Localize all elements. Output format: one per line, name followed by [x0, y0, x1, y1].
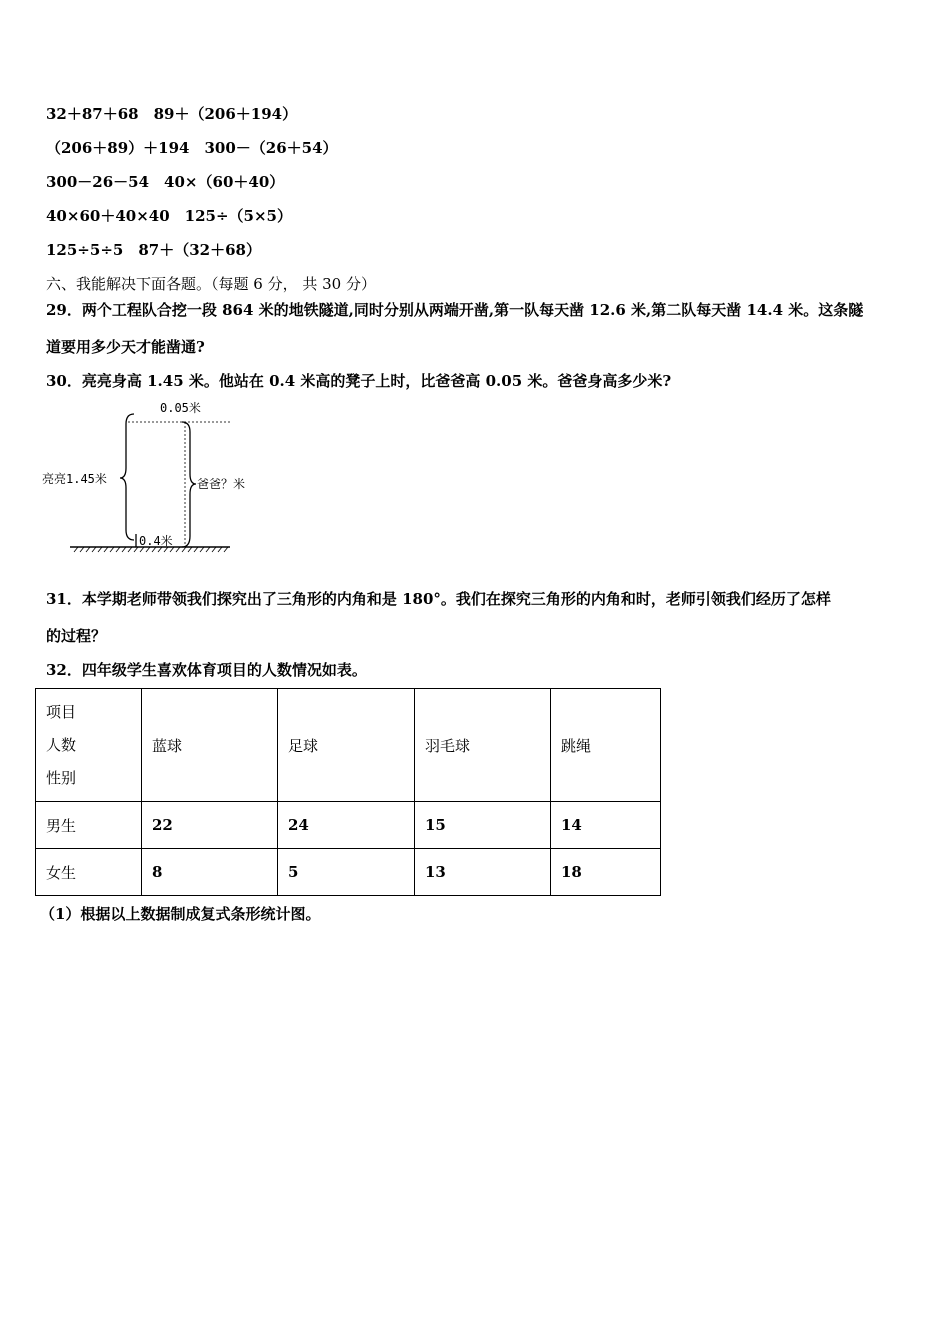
label-0-05: 0.05米 [160, 401, 201, 415]
cell: 8 [142, 849, 278, 896]
calc-line-1: 32＋87＋68 89＋（206＋194） [46, 105, 298, 123]
calc-line-5: 125÷5÷5 87＋（32＋68） [46, 241, 261, 259]
question-31-line-2: 的过程？ [46, 627, 107, 645]
table-row [36, 849, 661, 896]
corner-cell [36, 689, 142, 802]
question-29-line-2: 道要用多少天才能凿通? [46, 338, 205, 356]
header-badminton: 羽毛球 [415, 689, 551, 802]
calc-line-2: （206＋89）＋194 300－（26＋54） [46, 139, 338, 157]
cell: 15 [415, 802, 551, 849]
sports-table [35, 688, 661, 896]
cell: 14 [551, 802, 661, 849]
question-30: 30．亮亮身高 1.45 米。他站在 0.4 米高的凳子上时，比爸爸高 0.05 米。爸爸身高多少米? [46, 372, 672, 390]
corner-gender: 性别 [46, 768, 77, 787]
question-31-line-1: 31．本学期老师带领我们探究出了三角形的内角和是 180°。我们在探究三角形的内角和时，老师引领我们经历了怎样 [46, 590, 831, 608]
calc-line-4: 40×60＋40×40 125÷（5×5） [46, 207, 292, 225]
row-label-boys: 男生 [36, 802, 142, 849]
cell: 13 [415, 849, 551, 896]
cell: 5 [278, 849, 415, 896]
height-diagram [40, 396, 270, 558]
corner-count: 人数 [46, 735, 77, 754]
table-row [36, 802, 661, 849]
corner-item: 项目 [46, 702, 77, 721]
question-29-line-1: 29．两个工程队合挖一段 864 米的地铁隧道,同时分别从两端开凿,第一队每天凿 12.6 米,第二队每天凿 14.4 米。这条隧 [46, 301, 864, 319]
section-six-heading: 六、我能解决下面各题。（每题 6 分， 共 30 分） [46, 275, 376, 293]
label-stool-height: 0.4米 [139, 534, 173, 548]
cell: 18 [551, 849, 661, 896]
header-basketball: 蓝球 [142, 689, 278, 802]
header-jump-rope: 跳绳 [551, 689, 661, 802]
sub-question-1: （1）根据以上数据制成复式条形统计图。 [40, 905, 321, 923]
question-32: 32．四年级学生喜欢体育项目的人数情况如表。 [46, 661, 367, 679]
row-label-girls: 女生 [36, 849, 142, 896]
label-dad-height: 爸爸？米 [197, 477, 246, 491]
cell: 24 [278, 802, 415, 849]
header-football: 足球 [278, 689, 415, 802]
table-header-row [36, 689, 661, 802]
calc-line-3: 300－26－54 40×（60＋40） [46, 173, 285, 191]
label-liangliang-height: 亮亮1.45米 [42, 472, 107, 486]
cell: 22 [142, 802, 278, 849]
